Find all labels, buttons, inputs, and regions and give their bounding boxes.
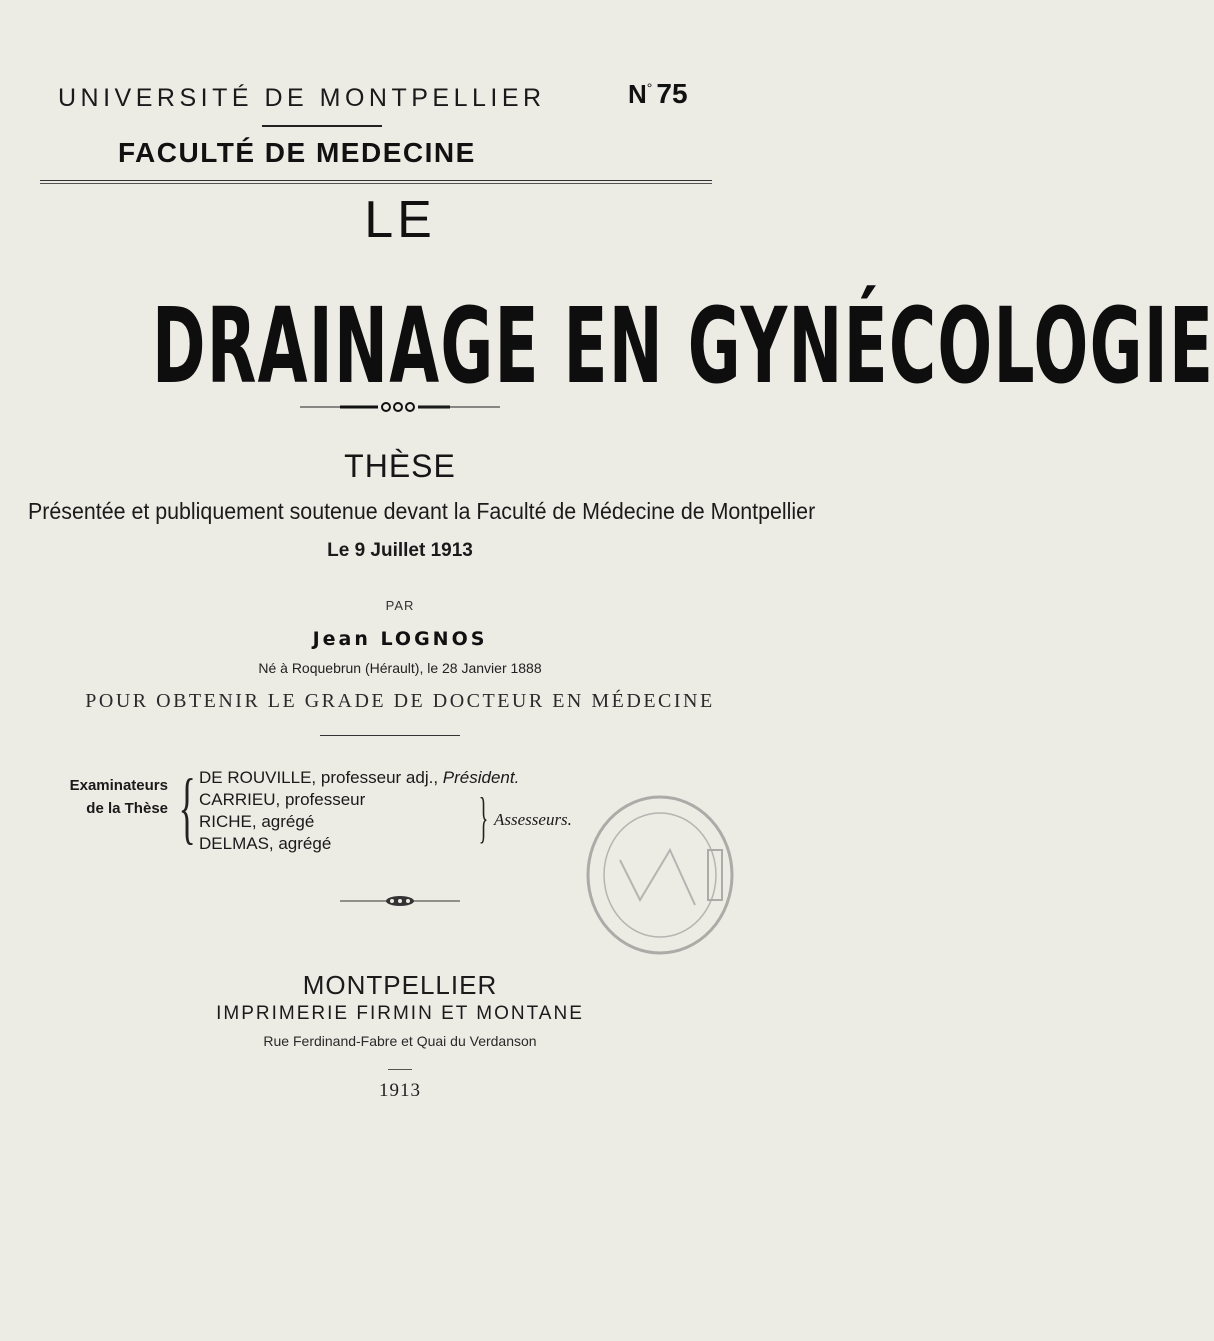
examiner-item <box>199 789 519 811</box>
library-stamp <box>580 790 740 960</box>
publication-year: 1913 <box>379 1080 421 1101</box>
printer-name: IMPRIMERIE FIRMIN ET MONTANE <box>216 1003 584 1024</box>
examiner-item <box>199 811 519 833</box>
title-ornament-divider <box>300 400 500 414</box>
number-degree: ° <box>646 79 653 96</box>
thesis-title: DRAINAGE EN GYNÉCOLOGIE <box>152 285 1214 407</box>
thesis-number <box>628 78 688 110</box>
by-label: PAR <box>385 598 415 613</box>
examiners-list <box>199 767 519 855</box>
year-rule <box>388 1069 412 1070</box>
examiners-label <box>34 774 168 820</box>
small-ornament-divider <box>340 895 460 907</box>
assessors-brace: } <box>478 787 489 849</box>
examiners-label-line1: Examinateurs <box>69 777 168 794</box>
examiner-item <box>199 767 519 789</box>
examiner-item <box>199 833 519 855</box>
header-divider <box>40 180 712 181</box>
examiners-brace: { <box>178 764 196 852</box>
printer-address: Rue Ferdinand-Fabre et Quai du Verdanson <box>263 1033 537 1049</box>
examiner-name: DE ROUVILLE, professeur adj., <box>199 768 443 787</box>
faculty-name: FACULTÉ DE MEDECINE <box>118 137 476 168</box>
header-divider-secondary <box>40 183 712 184</box>
degree-purpose: POUR OBTENIR LE GRADE DE DOCTEUR EN MÉDECINE <box>85 690 715 712</box>
header-short-rule <box>262 125 382 127</box>
examiner-role: Président. <box>442 768 520 787</box>
title-article: LE <box>364 191 436 249</box>
examiners-label-line2: de la Thèse <box>86 800 168 817</box>
defense-date: Le 9 Juillet 1913 <box>327 540 473 561</box>
examiner-name: DELMAS, agrégé <box>199 834 332 853</box>
university-name: UNIVERSITÉ DE MONTPELLIER <box>58 84 546 112</box>
number-value: 75 <box>656 78 688 109</box>
examiner-name: CARRIEU, professeur <box>199 790 366 809</box>
thesis-heading: THÈSE <box>344 448 456 484</box>
examiner-name: RICHE, agrégé <box>199 812 315 831</box>
publisher-city: MONTPELLIER <box>302 970 498 1000</box>
author-name: Jean LOGNOS <box>312 628 488 650</box>
assessors-label: Assesseurs. <box>494 810 572 829</box>
presentation-line: Présentée et publiquement soutenue devant la Faculté de Médecine de Montpellier <box>28 498 816 524</box>
author-birth: Né à Roquebrun (Hérault), le 28 Janvier 1888 <box>258 660 542 676</box>
section-divider <box>320 735 460 736</box>
number-prefix: N <box>628 79 647 109</box>
